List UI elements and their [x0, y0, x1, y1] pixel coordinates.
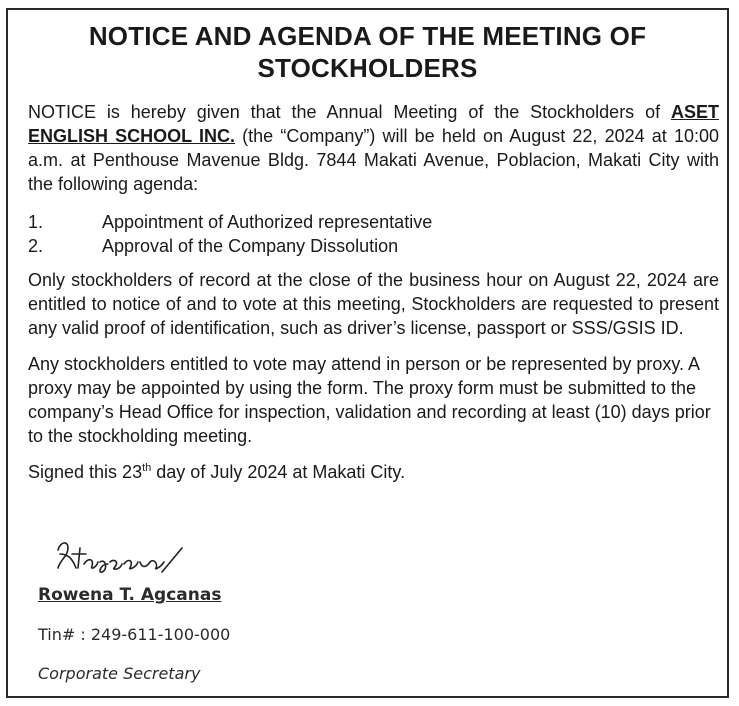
- record-paragraph: Only stockholders of record at the close of the business hour on August 22, 2024 are entitled to notice of and to vote at this meeting, Stockholders are requested to present any valid proof of identification, such as driver’s license, passport or SSS/GSIS ID.: [28, 270, 719, 338]
- title-line-2: STOCKHOLDERS: [257, 53, 478, 83]
- intro-text-after: (the “Company”) will be held on August 22, 2024 at 10:00 a.m. at Penthouse Mavenue Bldg. 7844 Makati Avenue, Poblacion, Makati City with the following agenda:: [28, 126, 719, 194]
- signature-block: [38, 534, 230, 683]
- intro-paragraph: [28, 100, 719, 196]
- agenda-item: [28, 234, 719, 258]
- signed-text-before: Signed this 23: [28, 462, 143, 482]
- title-line-1: NOTICE AND AGENDA OF THE MEETING OF: [88, 21, 647, 51]
- proxy-paragraph: Any stockholders entitled to vote may attend in person or be represented by proxy. A proxy may be appointed by using the form. The proxy form must be submitted to the company’s Head Office for inspection, validation and recording at least (10) days prior to the stockholding meeting.: [28, 354, 711, 446]
- agenda-item-text: Approval of the Company Dissolution: [102, 236, 399, 256]
- signed-line: [28, 460, 719, 484]
- signatory-name: Rowena T. Agcanas: [38, 585, 222, 605]
- signatory-role: Corporate Secretary: [38, 664, 201, 683]
- handwritten-signature: [50, 534, 200, 578]
- notice-title: [8, 20, 727, 84]
- signed-ordinal: th: [142, 462, 152, 474]
- agenda-item-number: 2.: [28, 236, 44, 256]
- agenda-item-text: Appointment of Authorized representative: [102, 212, 433, 232]
- agenda-item-number: 1.: [28, 212, 44, 232]
- agenda-list: [28, 210, 719, 258]
- signatory-tin: Tin# : 249-611-100-000: [38, 625, 231, 644]
- company-name: ASET ENGLISH SCHOOL INC.: [28, 102, 719, 146]
- signed-text-after: day of July 2024 at Makati City.: [151, 462, 406, 482]
- agenda-item: [28, 210, 719, 234]
- intro-text-before: NOTICE is hereby given that the Annual Meeting of the Stockholders of: [28, 102, 671, 122]
- notice-frame: [6, 8, 729, 698]
